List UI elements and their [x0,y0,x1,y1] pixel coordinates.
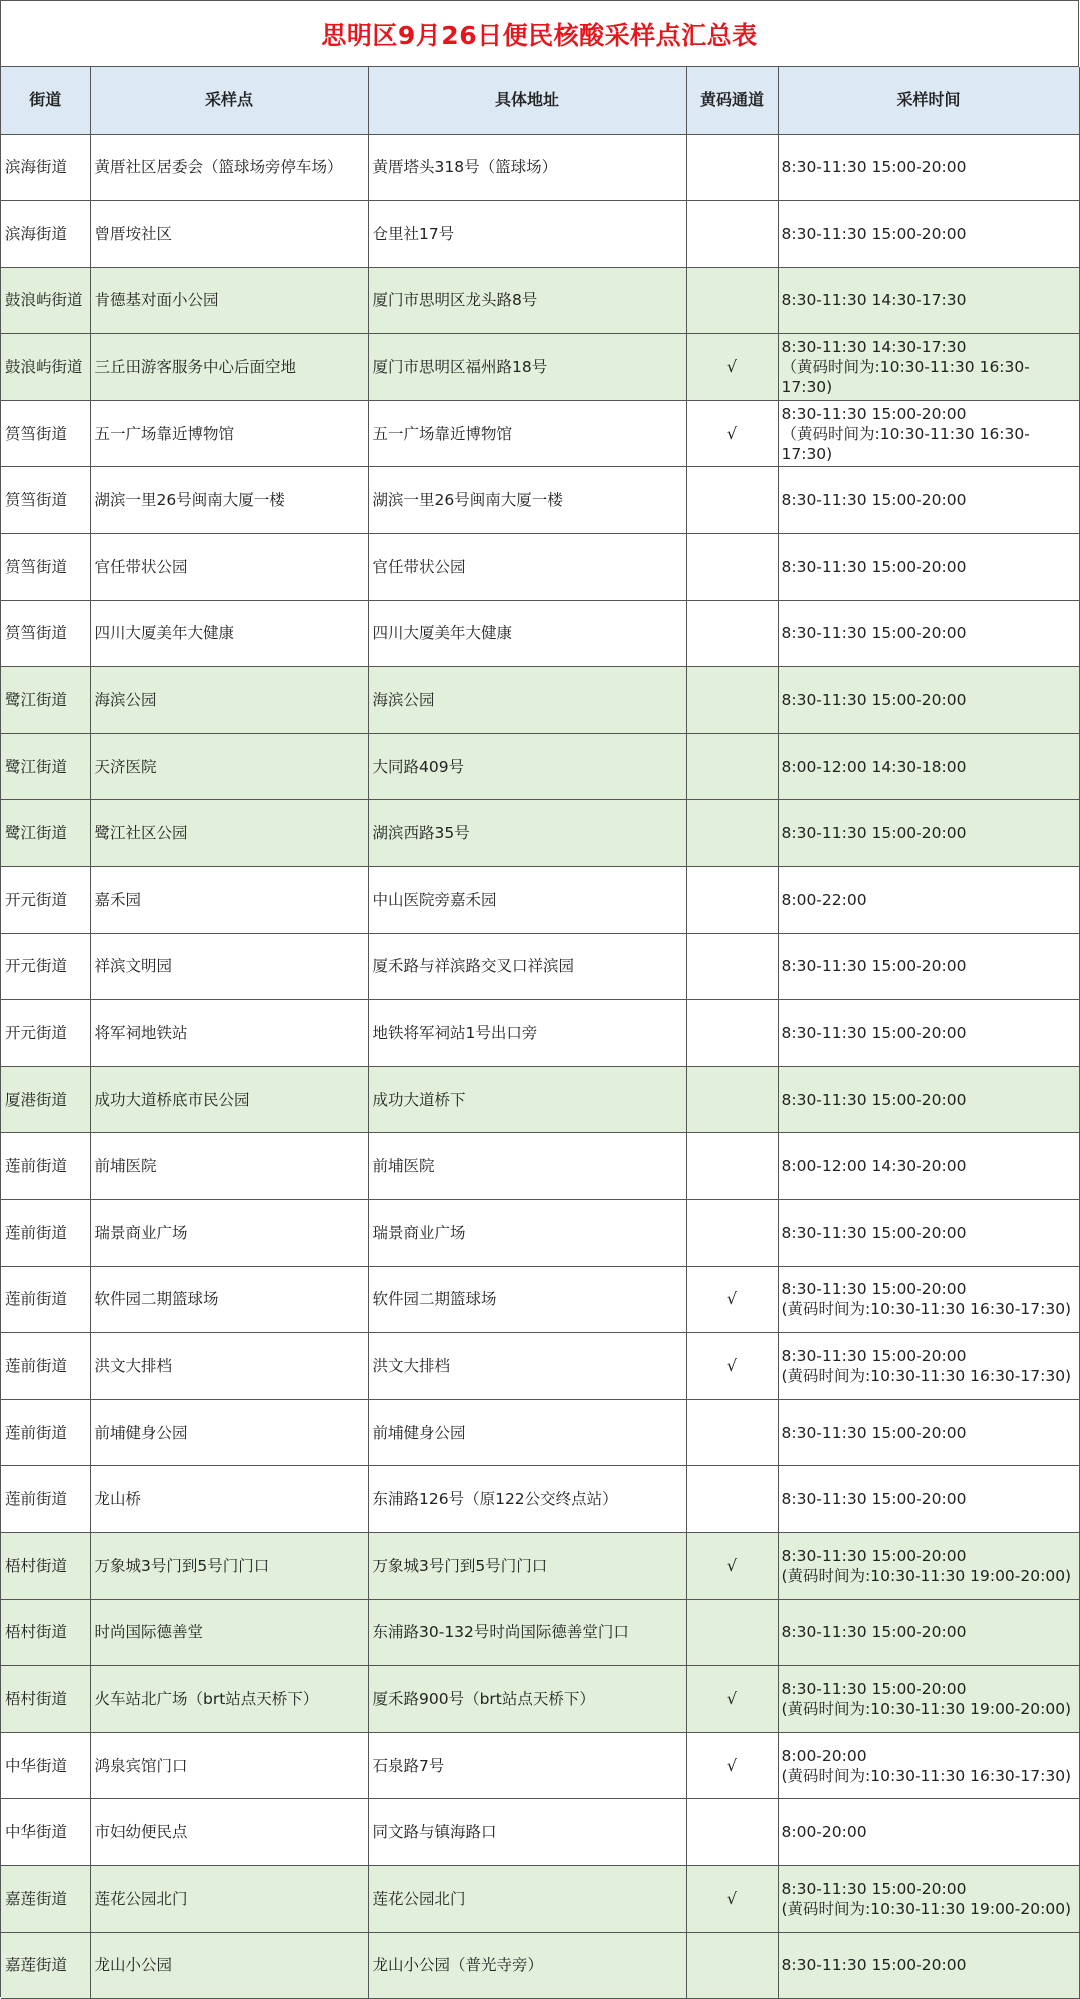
cell-street: 莲前街道 [1,1399,90,1466]
cell-yellow-channel [686,1000,778,1067]
table-row [1,334,1079,401]
yellow-code-hours: (黄码时间为:10:30-11:30 19:00-20:00) [781,1899,1072,1918]
sampling-hours: 8:00-20:00 [781,1746,867,1765]
cell-street: 开元街道 [1,933,90,1000]
table-body [1,134,1079,1999]
cell-sampling-time [778,1333,1079,1400]
cell-site: 成功大道桥底市民公园 [90,1066,368,1133]
cell-address: 黄厝塔头318号（篮球场） [368,134,686,201]
cell-sampling-time [778,1532,1079,1599]
cell-sampling-time [778,400,1079,467]
sampling-hours: 8:30-11:30 15:00-20:00 [781,957,967,976]
cell-street: 莲前街道 [1,1333,90,1400]
cell-yellow-channel [686,667,778,734]
cell-street: 莲前街道 [1,1466,90,1533]
cell-address: 莲花公园北门 [368,1865,686,1932]
cell-yellow-channel [686,733,778,800]
cell-street: 滨海街道 [1,134,90,201]
cell-sampling-time [778,1799,1079,1866]
yellow-code-hours: （黄码时间为:10:30-11:30 16:30-17:30) [781,424,1030,463]
table-row [1,1399,1079,1466]
cell-sampling-time [778,800,1079,867]
sampling-hours: 8:30-11:30 14:30-17:30 [781,338,967,357]
sampling-hours: 8:30-11:30 15:00-20:00 [781,1679,967,1698]
sampling-hours: 8:30-11:30 15:00-20:00 [781,1879,967,1898]
cell-address: 厦禾路与祥滨路交叉口祥滨园 [368,933,686,1000]
sampling-hours: 8:00-12:00 14:30-20:00 [781,1157,967,1176]
table-row [1,1666,1079,1733]
cell-yellow-channel: √ [686,1666,778,1733]
cell-address: 成功大道桥下 [368,1066,686,1133]
sampling-hours: 8:30-11:30 15:00-20:00 [781,1346,967,1365]
yellow-code-hours: （黄码时间为:10:30-11:30 16:30-17:30) [781,358,1030,397]
cell-address: 厦禾路900号（brt站点天桥下） [368,1666,686,1733]
cell-sampling-time [778,267,1079,334]
sampling-hours: 8:30-11:30 15:00-20:00 [781,824,967,843]
cell-sampling-time [778,1865,1079,1932]
cell-site: 市妇幼便民点 [90,1799,368,1866]
sampling-hours: 8:30-11:30 15:00-20:00 [781,691,967,710]
cell-site: 前埔医院 [90,1133,368,1200]
cell-address: 湖滨一里26号闽南大厦一楼 [368,467,686,534]
cell-address: 海滨公园 [368,667,686,734]
cell-address: 瑞景商业广场 [368,1200,686,1267]
cell-street: 开元街道 [1,1000,90,1067]
cell-yellow-channel [686,1066,778,1133]
header-site: 采样点 [90,67,368,134]
table-row [1,1066,1079,1133]
cell-yellow-channel [686,1466,778,1533]
table-row [1,134,1079,201]
cell-yellow-channel [686,600,778,667]
table-row [1,800,1079,867]
cell-site: 五一广场靠近博物馆 [90,400,368,467]
cell-site: 天济医院 [90,733,368,800]
table-row [1,867,1079,934]
cell-sampling-time [778,201,1079,268]
cell-address: 万象城3号门到5号门门口 [368,1532,686,1599]
cell-sampling-time [778,1599,1079,1666]
cell-address: 湖滨西路35号 [368,800,686,867]
cell-address: 厦门市思明区龙头路8号 [368,267,686,334]
table-row [1,1000,1079,1067]
cell-yellow-channel [686,267,778,334]
table-header-row [1,67,1079,134]
cell-street: 梧村街道 [1,1666,90,1733]
cell-address: 东浦路126号（原122公交终点站） [368,1466,686,1533]
cell-sampling-time [778,1666,1079,1733]
cell-address: 洪文大排档 [368,1333,686,1400]
cell-address: 仓里社17号 [368,201,686,268]
cell-street: 嘉莲街道 [1,1865,90,1932]
sampling-hours: 8:30-11:30 15:00-20:00 [781,1956,967,1975]
cell-address: 四川大厦美年大健康 [368,600,686,667]
table-row [1,1266,1079,1333]
yellow-code-hours: (黄码时间为:10:30-11:30 16:30-17:30) [781,1366,1072,1385]
sampling-hours: 8:00-12:00 14:30-18:00 [781,757,967,776]
cell-sampling-time [778,134,1079,201]
cell-site: 海滨公园 [90,667,368,734]
cell-address: 前埔健身公园 [368,1399,686,1466]
cell-site: 莲花公园北门 [90,1865,368,1932]
cell-yellow-channel: √ [686,1266,778,1333]
table-row [1,534,1079,601]
yellow-code-hours: (黄码时间为:10:30-11:30 16:30-17:30) [781,1766,1072,1785]
cell-street: 嘉莲街道 [1,1932,90,1999]
table-row [1,1599,1079,1666]
cell-sampling-time [778,1133,1079,1200]
table-row [1,933,1079,1000]
cell-yellow-channel [686,201,778,268]
cell-site: 前埔健身公园 [90,1399,368,1466]
table-row [1,267,1079,334]
page-title: 思明区9月26日便民核酸采样点汇总表 [321,20,758,50]
table-row [1,1799,1079,1866]
table-row [1,1466,1079,1533]
header-address: 具体地址 [368,67,686,134]
cell-yellow-channel [686,134,778,201]
cell-site: 三丘田游客服务中心后面空地 [90,334,368,401]
sampling-hours: 8:30-11:30 15:00-20:00 [781,404,967,423]
cell-yellow-channel [686,1200,778,1267]
cell-yellow-channel [686,1932,778,1999]
cell-street: 莲前街道 [1,1266,90,1333]
sampling-hours: 8:30-11:30 15:00-20:00 [781,1490,967,1509]
cell-sampling-time [778,467,1079,534]
sampling-hours: 8:30-11:30 15:00-20:00 [781,624,967,643]
cell-sampling-time [778,867,1079,934]
cell-site: 龙山小公园 [90,1932,368,1999]
cell-address: 石泉路7号 [368,1732,686,1799]
sampling-hours: 8:30-11:30 15:00-20:00 [781,224,967,243]
table-row [1,1200,1079,1267]
cell-site: 时尚国际德善堂 [90,1599,368,1666]
cell-street: 中华街道 [1,1732,90,1799]
cell-site: 肯德基对面小公园 [90,267,368,334]
cell-yellow-channel: √ [686,1865,778,1932]
title-bar [1,1,1079,67]
cell-yellow-channel [686,1799,778,1866]
cell-street: 筼筜街道 [1,600,90,667]
cell-sampling-time [778,600,1079,667]
cell-address: 五一广场靠近博物馆 [368,400,686,467]
cell-sampling-time [778,733,1079,800]
yellow-code-hours: (黄码时间为:10:30-11:30 16:30-17:30) [781,1300,1072,1319]
sampling-hours: 8:30-11:30 15:00-20:00 [781,1024,967,1043]
cell-yellow-channel: √ [686,1333,778,1400]
cell-street: 莲前街道 [1,1200,90,1267]
cell-street: 厦港街道 [1,1066,90,1133]
cell-address: 软件园二期篮球场 [368,1266,686,1333]
cell-yellow-channel [686,867,778,934]
cell-sampling-time [778,534,1079,601]
table-row [1,1333,1079,1400]
cell-address: 同文路与镇海路口 [368,1799,686,1866]
cell-sampling-time [778,1466,1079,1533]
cell-site: 万象城3号门到5号门门口 [90,1532,368,1599]
header-sampling-time: 采样时间 [778,67,1079,134]
cell-street: 筼筜街道 [1,534,90,601]
cell-sampling-time [778,1000,1079,1067]
cell-sampling-time [778,1266,1079,1333]
cell-street: 滨海街道 [1,201,90,268]
cell-yellow-channel [686,1599,778,1666]
cell-yellow-channel: √ [686,1732,778,1799]
cell-street: 鼓浪屿街道 [1,267,90,334]
cell-sampling-time [778,1932,1079,1999]
cell-yellow-channel [686,1133,778,1200]
sampling-hours: 8:00-22:00 [781,890,867,909]
table-row [1,400,1079,467]
cell-sampling-time [778,1732,1079,1799]
cell-sampling-time [778,667,1079,734]
cell-address: 厦门市思明区福州路18号 [368,334,686,401]
cell-site: 龙山桥 [90,1466,368,1533]
cell-street: 筼筜街道 [1,467,90,534]
sampling-hours: 8:30-11:30 15:00-20:00 [781,1223,967,1242]
cell-site: 火车站北广场（brt站点天桥下） [90,1666,368,1733]
header-street: 街道 [1,67,90,134]
yellow-code-hours: (黄码时间为:10:30-11:30 19:00-20:00) [781,1699,1072,1718]
cell-site: 软件园二期篮球场 [90,1266,368,1333]
cell-site: 鸿泉宾馆门口 [90,1732,368,1799]
cell-sampling-time [778,1066,1079,1133]
sampling-hours: 8:30-11:30 15:00-20:00 [781,1423,967,1442]
cell-site: 嘉禾园 [90,867,368,934]
cell-yellow-channel [686,933,778,1000]
cell-site: 将军祠地铁站 [90,1000,368,1067]
cell-yellow-channel: √ [686,334,778,401]
cell-sampling-time [778,334,1079,401]
table-row [1,1932,1079,1999]
cell-address: 中山医院旁嘉禾园 [368,867,686,934]
cell-yellow-channel [686,1399,778,1466]
cell-street: 鹭江街道 [1,667,90,734]
sampling-hours: 8:30-11:30 15:00-20:00 [781,557,967,576]
cell-street: 鹭江街道 [1,733,90,800]
table-row [1,667,1079,734]
cell-site: 四川大厦美年大健康 [90,600,368,667]
sampling-hours: 8:30-11:30 15:00-20:00 [781,1090,967,1109]
table-row [1,733,1079,800]
sampling-sites-table [1,67,1080,1999]
cell-address: 前埔医院 [368,1133,686,1200]
sampling-hours: 8:30-11:30 15:00-20:00 [781,491,967,510]
sampling-hours: 8:00-20:00 [781,1823,867,1842]
cell-street: 梧村街道 [1,1532,90,1599]
cell-sampling-time [778,933,1079,1000]
cell-street: 梧村街道 [1,1599,90,1666]
sampling-hours: 8:30-11:30 15:00-20:00 [781,1546,967,1565]
cell-address: 地铁将军祠站1号出口旁 [368,1000,686,1067]
cell-yellow-channel [686,800,778,867]
cell-street: 中华街道 [1,1799,90,1866]
cell-site: 鹭江社区公园 [90,800,368,867]
header-yellow-channel: 黄码通道 [686,67,778,134]
sampling-hours: 8:30-11:30 15:00-20:00 [781,1280,967,1299]
cell-street: 鹭江街道 [1,800,90,867]
sampling-hours: 8:30-11:30 15:00-20:00 [781,1623,967,1642]
table-row [1,1732,1079,1799]
table-row [1,467,1079,534]
cell-address: 东浦路30-132号时尚国际德善堂门口 [368,1599,686,1666]
cell-yellow-channel: √ [686,1532,778,1599]
cell-address: 龙山小公园（普光寺旁） [368,1932,686,1999]
sampling-hours: 8:30-11:30 15:00-20:00 [781,158,967,177]
table-row [1,201,1079,268]
cell-yellow-channel [686,534,778,601]
cell-sampling-time [778,1399,1079,1466]
cell-street: 鼓浪屿街道 [1,334,90,401]
table-row [1,1865,1079,1932]
cell-street: 莲前街道 [1,1133,90,1200]
cell-address: 官任带状公园 [368,534,686,601]
table-row [1,1532,1079,1599]
cell-site: 洪文大排档 [90,1333,368,1400]
yellow-code-hours: (黄码时间为:10:30-11:30 19:00-20:00) [781,1566,1072,1585]
cell-street: 筼筜街道 [1,400,90,467]
table-row [1,600,1079,667]
cell-site: 黄厝社区居委会（篮球场旁停车场） [90,134,368,201]
cell-yellow-channel: √ [686,400,778,467]
cell-yellow-channel [686,467,778,534]
sampling-hours: 8:30-11:30 14:30-17:30 [781,291,967,310]
cell-sampling-time [778,1200,1079,1267]
cell-site: 湖滨一里26号闽南大厦一楼 [90,467,368,534]
cell-address: 大同路409号 [368,733,686,800]
cell-site: 瑞景商业广场 [90,1200,368,1267]
table-row [1,1133,1079,1200]
cell-site: 官任带状公园 [90,534,368,601]
cell-site: 祥滨文明园 [90,933,368,1000]
cell-site: 曾厝垵社区 [90,201,368,268]
cell-street: 开元街道 [1,867,90,934]
